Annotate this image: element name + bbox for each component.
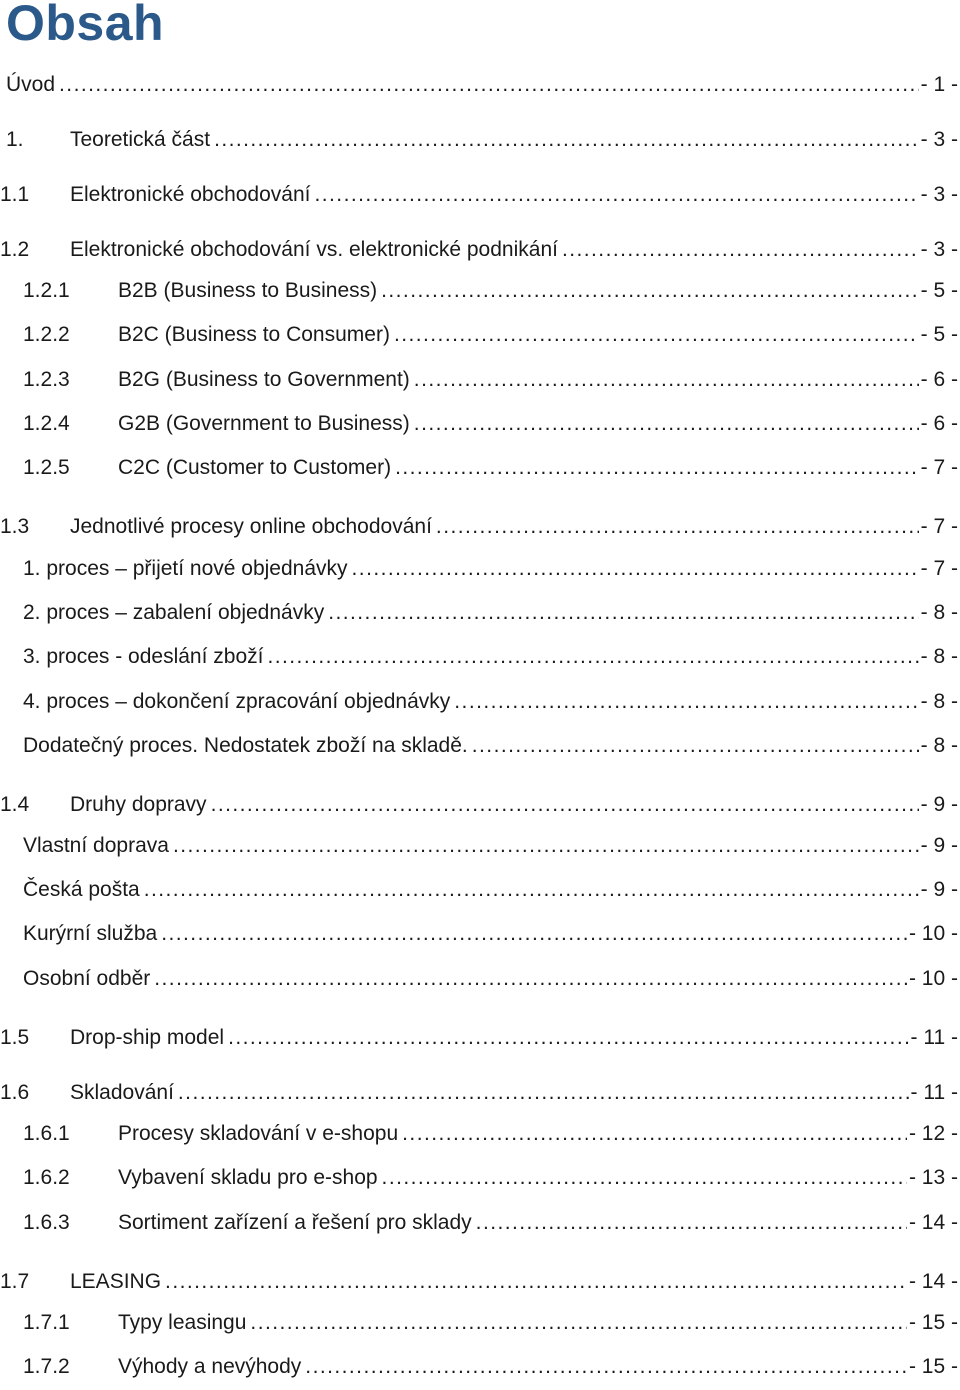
toc-dot-leader <box>315 182 919 208</box>
toc-entry-title: Jednotlivé procesy online obchodování <box>70 515 432 538</box>
toc-entry[interactable] <box>6 68 958 98</box>
toc-entry-page: - 3 - <box>920 183 958 206</box>
toc-entry-number: 1.2 <box>0 238 30 261</box>
toc-entry-title: 4. proces – dokončení zpracování objednávky <box>23 690 451 713</box>
toc-entry[interactable] <box>23 1161 958 1191</box>
toc-entry-page: - 9 - <box>920 793 958 816</box>
toc-entry-page: - 9 - <box>920 878 958 901</box>
toc-entry-title: G2B (Government to Business) <box>118 412 410 435</box>
toc-dot-leader <box>382 1165 907 1191</box>
toc-entry-page: - 3 - <box>920 238 958 261</box>
toc-dot-leader <box>173 833 919 859</box>
toc-entry[interactable] <box>0 178 958 208</box>
toc-entry[interactable] <box>23 640 958 670</box>
toc-entry-title: 2. proces – zabalení objednávky <box>23 601 325 624</box>
toc-entry-title: Vlastní doprava <box>23 834 169 857</box>
toc-dot-leader <box>250 1310 907 1336</box>
toc-entry-title: LEASING <box>70 1270 162 1293</box>
toc-entry-page: - 9 - <box>920 834 958 857</box>
toc-entry[interactable] <box>23 451 958 481</box>
toc-entry-page: - 7 - <box>920 515 958 538</box>
toc-entry-page: - 11 - <box>910 1081 958 1104</box>
toc-entry-title: Kurýrní služba <box>23 922 158 945</box>
toc-dot-leader <box>144 877 919 903</box>
toc-entry-number: 1.1 <box>0 183 30 206</box>
toc-entry[interactable] <box>0 1076 958 1106</box>
toc-entry[interactable] <box>23 1117 958 1147</box>
toc-entry-title: C2C (Customer to Customer) <box>118 456 392 479</box>
toc-dot-leader <box>165 1269 907 1295</box>
toc-entry-page: - 8 - <box>920 734 958 757</box>
toc-dot-leader <box>161 921 907 947</box>
toc-entry-page: - 7 - <box>920 456 958 479</box>
toc-entry-title: Typy leasingu <box>118 1311 247 1334</box>
toc-entry-number: 1.2.4 <box>23 412 70 435</box>
toc-entry[interactable] <box>23 318 958 348</box>
toc-entry-title: 1. proces – přijetí nové objednávky <box>23 557 348 580</box>
toc-entry[interactable] <box>0 1021 958 1051</box>
toc-entry-title: B2C (Business to Consumer) <box>118 323 390 346</box>
toc-entry-title: B2B (Business to Business) <box>118 279 378 302</box>
toc-entry-number: 1. <box>6 128 24 151</box>
toc-dot-leader <box>414 367 919 393</box>
toc-entry-number: 1.3 <box>0 515 30 538</box>
toc-entry-title: Procesy skladování v e-shopu <box>118 1122 399 1145</box>
toc-dot-leader <box>154 966 907 992</box>
toc-entry-page: - 8 - <box>920 690 958 713</box>
toc-dot-leader <box>394 322 919 348</box>
toc-entry-number: 1.2.3 <box>23 368 70 391</box>
toc-entry[interactable] <box>23 685 958 715</box>
toc-entry[interactable] <box>23 1306 958 1336</box>
toc-entry-number: 1.5 <box>0 1026 30 1049</box>
toc-entry[interactable] <box>23 1350 958 1380</box>
toc-entry-page: - 3 - <box>920 128 958 151</box>
toc-entry-page: - 11 - <box>910 1026 958 1049</box>
toc-entry-number: 1.6 <box>0 1081 30 1104</box>
toc-entry[interactable] <box>0 510 958 540</box>
toc-entry-title: Úvod <box>6 73 56 96</box>
toc-dot-leader <box>562 237 919 263</box>
toc-entry[interactable] <box>0 788 958 818</box>
toc-dot-leader <box>59 72 919 98</box>
toc-dot-leader <box>178 1080 909 1106</box>
toc-entry[interactable] <box>23 962 958 992</box>
toc-dot-leader <box>395 455 919 481</box>
toc-entry[interactable] <box>23 917 958 947</box>
toc-entry-title: Vybavení skladu pro e-shop <box>118 1166 378 1189</box>
toc-entry[interactable] <box>0 1265 958 1295</box>
toc-dot-leader <box>436 514 919 540</box>
toc-entry-title: Druhy dopravy <box>70 793 207 816</box>
toc-dot-leader <box>305 1354 907 1380</box>
toc-entry-page: - 5 - <box>920 323 958 346</box>
toc-entry-number: 1.2.1 <box>23 279 70 302</box>
toc-entry[interactable] <box>23 829 958 859</box>
toc-entry-number: 1.7 <box>0 1270 30 1293</box>
toc-entry-page: - 8 - <box>920 601 958 624</box>
toc-entry-page: - 10 - <box>908 967 958 990</box>
toc-entry-page: - 6 - <box>920 412 958 435</box>
toc-entry-title: Drop-ship model <box>70 1026 225 1049</box>
toc-entry-title: Česká pošta <box>23 878 140 901</box>
toc-entry[interactable] <box>23 363 958 393</box>
toc-entry-page: - 6 - <box>920 368 958 391</box>
toc-dot-leader <box>454 689 918 715</box>
toc-entry-page: - 13 - <box>908 1166 958 1189</box>
toc-dot-leader <box>211 792 919 818</box>
toc-dot-leader <box>472 733 919 759</box>
toc-dot-leader <box>214 127 919 153</box>
toc-dot-leader <box>476 1210 907 1236</box>
toc-entry-number: 1.6.3 <box>23 1211 70 1234</box>
toc-entry-title: B2G (Business to Government) <box>118 368 410 391</box>
toc-entry[interactable] <box>23 274 958 304</box>
toc-entry-number: 1.2.5 <box>23 456 70 479</box>
toc-entry-title: Elektronické obchodování <box>70 183 311 206</box>
toc-entry-page: - 5 - <box>920 279 958 302</box>
toc-dot-leader <box>414 411 919 437</box>
toc-entry-page: - 14 - <box>908 1270 958 1293</box>
toc-entry-page: - 15 - <box>908 1311 958 1334</box>
toc-entry-page: - 10 - <box>908 922 958 945</box>
toc-dot-leader <box>352 556 919 582</box>
toc-entry-number: 1.7.1 <box>23 1311 70 1334</box>
toc-entry-number: 1.4 <box>0 793 30 816</box>
toc-entry-page: - 8 - <box>920 645 958 668</box>
page-title: Obsah <box>6 0 165 51</box>
toc-dot-leader <box>228 1025 908 1051</box>
toc-entry-page: - 12 - <box>908 1122 958 1145</box>
toc-entry-number: 1.7.2 <box>23 1355 70 1378</box>
toc-entry[interactable] <box>23 552 958 582</box>
toc-dot-leader <box>328 600 918 626</box>
toc-entry[interactable] <box>23 729 958 759</box>
toc-entry-page: - 14 - <box>908 1211 958 1234</box>
toc-entry-title: Osobní odběr <box>23 967 151 990</box>
toc-entry-number: 1.6.2 <box>23 1166 70 1189</box>
toc-entry-title: Elektronické obchodování vs. elektronické podnikání <box>70 238 558 261</box>
toc-entry[interactable] <box>0 233 958 263</box>
toc-entry-number: 1.2.2 <box>23 323 70 346</box>
toc-entry[interactable] <box>23 596 958 626</box>
toc-entry-number: 1.6.1 <box>23 1122 70 1145</box>
toc-entry[interactable] <box>23 407 958 437</box>
toc-entry-page: - 1 - <box>920 73 958 96</box>
toc-entry[interactable] <box>23 873 958 903</box>
toc-dot-leader <box>402 1121 907 1147</box>
toc-entry-title: Sortiment zařízení a řešení pro sklady <box>118 1211 472 1234</box>
toc-entry-page: - 15 - <box>908 1355 958 1378</box>
toc-entry-title: 3. proces - odeslání zboží <box>23 645 264 668</box>
toc-entry-title: Skladování <box>70 1081 174 1104</box>
toc-dot-leader <box>381 278 919 304</box>
toc-entry[interactable] <box>6 123 958 153</box>
toc-entry-title: Výhody a nevýhody <box>118 1355 302 1378</box>
toc-entry-title: Dodatečný proces. Nedostatek zboží na skladě. <box>23 734 468 757</box>
toc-entry-page: - 7 - <box>920 557 958 580</box>
toc-entry[interactable] <box>23 1206 958 1236</box>
toc-entry-title: Teoretická část <box>70 128 211 151</box>
toc-dot-leader <box>267 644 918 670</box>
